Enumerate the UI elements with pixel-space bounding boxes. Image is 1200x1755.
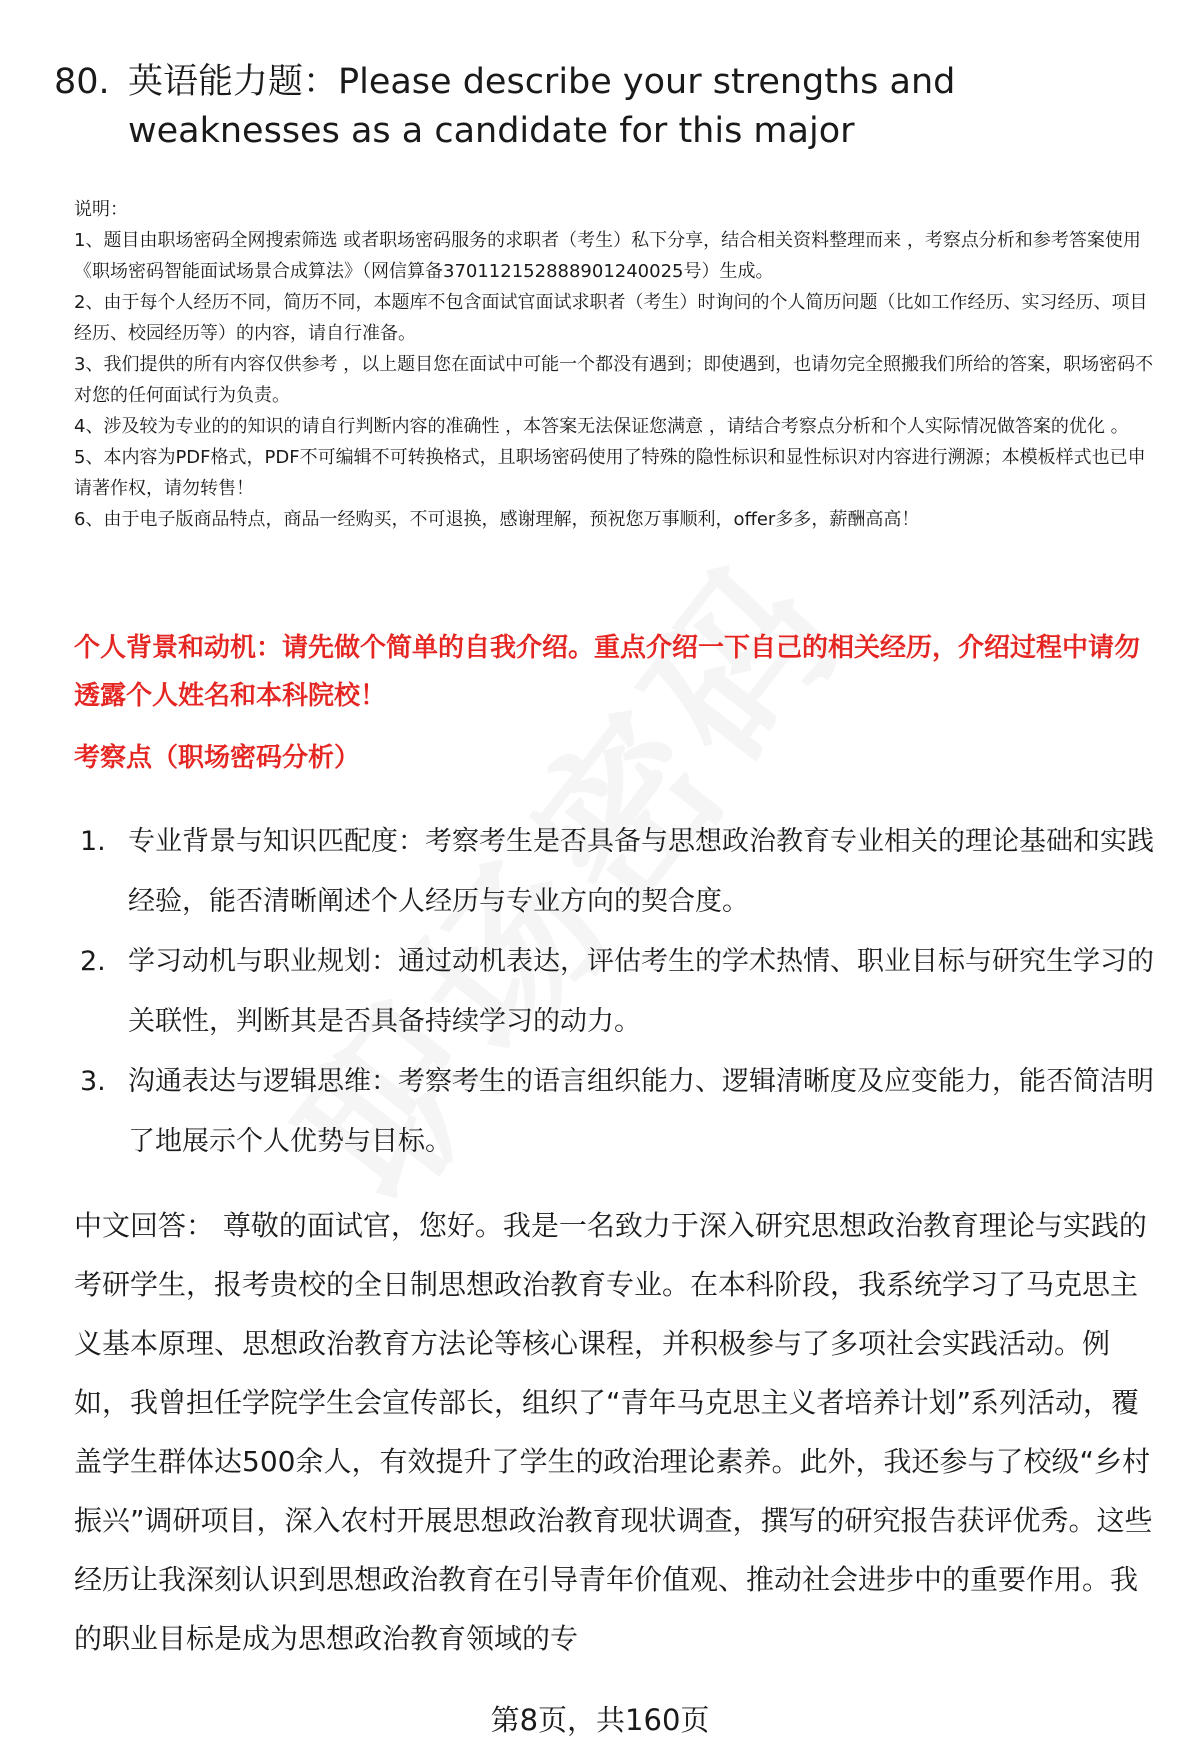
notes-section: [74, 194, 1160, 535]
point-number: 1.: [80, 826, 106, 857]
note-item: 6、由于电子版商品特点，商品一经购买，不可退换，感谢理解，预祝您万事顺利，offer多多，薪酬高高！: [74, 509, 920, 530]
point-number: 2.: [80, 946, 106, 977]
question-text: 英语能力题：Please describe your strengths and weaknesses as a candidate for this major: [128, 62, 956, 151]
analysis-point: [80, 932, 1164, 1052]
page-footer: 第8页，共160页: [490, 1703, 710, 1737]
analysis-point: [80, 1052, 1164, 1172]
point-text: 沟通表达与逻辑思维：考察考生的语言组织能力、逻辑清晰度及应变能力，能否简洁明了地展示个人优势与目标。: [128, 1066, 1154, 1157]
point-number: 3.: [80, 1066, 106, 1097]
chinese-answer: 中文回答： 尊敬的面试官，您好。我是一名致力于深入研究思想政治教育理论与实践的考研学生，报考贵校的全日制思想政治教育专业。在本科阶段，我系统学习了马克思主义基本原理、思想政治教育方法论等核心课程，并积极参与了多项社会实践活动。例如，我曾担任学院学生会宣传部长，组织了“青年马克思主义者培养计划”系列活动，覆盖学生群体达500余人，有效提升了学生的政治理论素养。此外，我还参与了校级“乡村振兴”调研项目，深入农村开展思想政治教育现状调查，撰写的研究报告获评优秀。这些经历让我深刻认识到思想政治教育在引导青年价值观、推动社会进步中的重要作用。我的职业目标是成为思想政治教育领域的专: [74, 1209, 1153, 1655]
question-number: 80.: [54, 62, 110, 102]
point-text: 学习动机与职业规划：通过动机表达，评估考生的学术热情、职业目标与研究生学习的关联性，判断其是否具备持续学习的动力。: [128, 946, 1154, 1037]
note-item: 3、我们提供的所有内容仅供参考 ，以上题目您在面试中可能一个都没有遇到；即使遇到，也请勿完全照搬我们所给的答案，职场密码不对您的任何面试行为负责。: [74, 354, 1154, 406]
note-item: 1、题目由职场密码全网搜索筛选 或者职场密码服务的求职者（考生）私下分享，结合相关资料整理而来 ，考察点分析和参考答案使用《职场密码智能面试场景合成算法》（网信算备370112152888901240025号）生成。: [74, 230, 1141, 282]
note-item: 4、涉及较为专业的的知识的请自行判断内容的准确性 ，本答案无法保证您满意 ，请结合考察点分析和个人实际情况做答案的优化 。: [74, 416, 1129, 437]
analysis-point: [80, 812, 1164, 932]
analysis-heading: 考察点（职场密码分析）: [74, 743, 361, 773]
analysis-points: [80, 812, 1164, 1172]
note-item: 5、本内容为PDF格式，PDF不可编辑不可转换格式，且职场密码使用了特殊的隐性标识和显性标识对内容进行溯源；本模板样式也已申请著作权，请勿转售！: [74, 447, 1146, 499]
note-item: 2、由于每个人经历不同，简历不同，本题库不包含面试官面试求职者（考生）时询问的个人简历问题（比如工作经历、实习经历、项目经历、校园经历等）的内容，请自行准备。: [74, 292, 1148, 344]
question-title: [54, 58, 1164, 156]
intro-question: 个人背景和动机：请先做个简单的自我介绍。重点介绍一下自己的相关经历，介绍过程中请勿透露个人姓名和本科院校！: [74, 633, 1141, 711]
notes-label: 说明：: [74, 199, 128, 220]
point-text: 专业背景与知识匹配度：考察考生是否具备与思想政治教育专业相关的理论基础和实践经验，能否清晰阐述个人经历与专业方向的契合度。: [128, 826, 1154, 917]
